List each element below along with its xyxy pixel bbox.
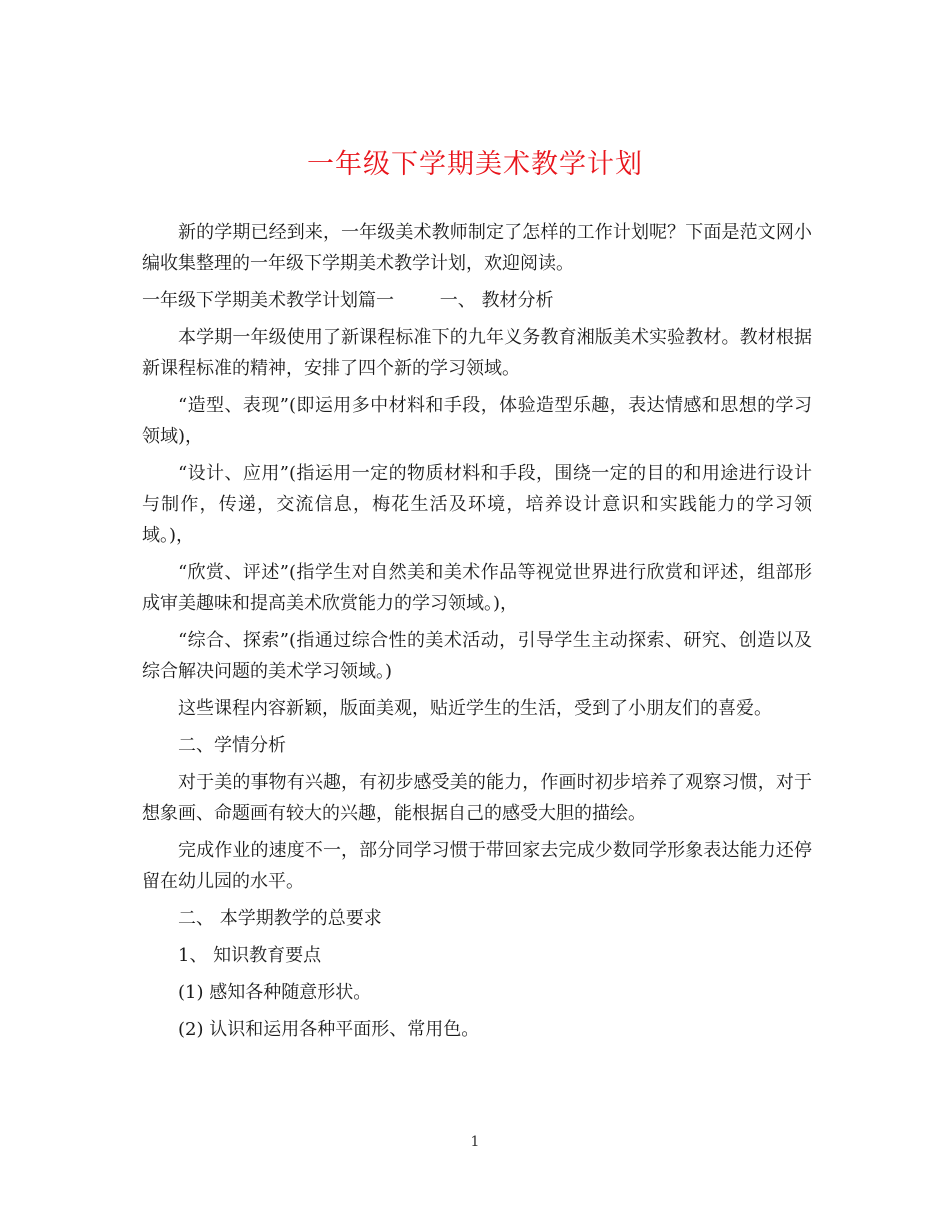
- domain-paragraph-synthesis: “综合、探索”(指通过综合性的美术活动，引导学生主动探索、研究、创造以及综合解决问题的美术学习领域。): [142, 630, 812, 682]
- section-heading-textbook: 一年级下学期美术教学计划篇一 一、 教材分析: [142, 290, 554, 311]
- list-item-1: (1) 感知各种随意形状。: [178, 982, 372, 1003]
- domain-paragraph-design: “设计、应用”(指运用一定的物质材料和手段，围绕一定的目的和用途进行设计与制作，传递，交流信息，梅花生活及环境，培养设计意识和实践能力的学习领域。)，: [142, 463, 812, 546]
- students-paragraph-2: 完成作业的速度不一，部分同学习惯于带回家去完成少数同学形象表达能力还停留在幼儿园的水平。: [142, 840, 812, 892]
- subheading-knowledge: 1、 知识教育要点: [178, 945, 322, 966]
- intro-paragraph: 新的学期已经到来，一年级美术教师制定了怎样的工作计划呢？下面是范文网小编收集整理的一年级下学期美术教学计划，欢迎阅读。: [142, 222, 812, 274]
- domain-paragraph-modeling: “造型、表现”(即运用多中材料和手段，体验造型乐趣，表达情感和思想的学习领域)，: [142, 395, 812, 447]
- list-item-2: (2) 认识和运用各种平面形、常用色。: [178, 1019, 480, 1040]
- document-title: 一年级下学期美术教学计划: [307, 149, 643, 180]
- section-heading-requirements: 二、 本学期教学的总要求: [178, 908, 382, 929]
- section-heading-students: 二、学情分析: [178, 735, 286, 756]
- domain-paragraph-appreciation: “欣赏、评述”(指学生对自然美和美术作品等视觉世界进行欣赏和评述，组部形成审美趣味和提高美术欣赏能力的学习领域。)，: [142, 562, 812, 614]
- content-summary-paragraph: 这些课程内容新颖，版面美观，贴近学生的生活，受到了小朋友们的喜爱。: [178, 698, 772, 719]
- textbook-paragraph: 本学期一年级使用了新课程标准下的九年义务教育湘版美术实验教材。教材根据新课程标准的精神，安排了四个新的学习领域。: [142, 327, 812, 379]
- document-body: [142, 217, 812, 1051]
- students-paragraph-1: 对于美的事物有兴趣，有初步感受美的能力，作画时初步培养了观察习惯，对于想象画、命题画有较大的兴趣，能根据自己的感受大胆的描绘。: [142, 772, 812, 824]
- page-number: 1: [470, 1134, 480, 1150]
